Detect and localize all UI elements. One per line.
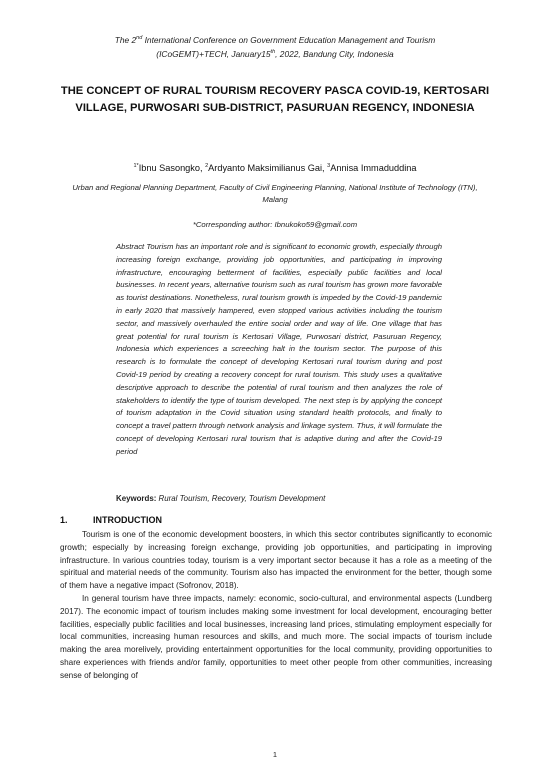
author-name: Annisa Immaduddina bbox=[330, 163, 417, 174]
header-line-2: (ICoGEMT)+TECH, January15th, 2022, Bandung City, Indonesia bbox=[156, 48, 394, 59]
author-list bbox=[40, 163, 510, 173]
paper-title: THE CONCEPT OF RURAL TOURISM RECOVERY PASCA COVID-19, KERTOSARI VILLAGE, PURWOSARI SUB-DISTRICT, PASURUAN REGENCY, INDONESIA bbox=[60, 85, 490, 114]
keywords-label: Keywords: bbox=[116, 494, 157, 503]
paragraph: Tourism is one of the economic development boosters, in which this sector contributes significantly to economic growth; especially by increasing foreign exchange, providing job opportunities, and participating in improving infrastructure. In various countries today, tourism is a very important sector because it has a role as a meeting of the spiritual and material needs of the community. Tourism also has impacted the environment for the better, though some of them have a negative impact (Sofronov, 2018). bbox=[60, 530, 492, 591]
keywords bbox=[116, 494, 446, 503]
corresponding-author: *Corresponding author: Ibnukoko59@gmail.com bbox=[192, 220, 358, 229]
conference-header bbox=[40, 32, 510, 60]
section-heading bbox=[60, 515, 460, 525]
paragraph: In general tourism have three impacts, namely: economic, socio-cultural, and environmental aspects (Lundberg 2017). The economic impact of tourism includes making some investment for local development, encouraging better facilities, especially public facilities and local businesses, increasing land prices, stimulating employment especially for local communities, increasing human resources and skills, and much more. The social impacts of tourism include making the area morelively, providing entertainment opportunities for the local community, providing opportunities to share experiences with friends and/or family, opportunities to meet other people from other communities, increasing sense of belonging of bbox=[60, 593, 492, 680]
author-sup: 3 bbox=[327, 163, 331, 169]
author-sup: 1* bbox=[133, 163, 139, 169]
section-number: 1. bbox=[60, 515, 68, 525]
header-line-1: The 2nd International Conference on Government Education Management and Tourism bbox=[114, 34, 436, 45]
body-text bbox=[60, 529, 492, 683]
affiliation: Urban and Regional Planning Department, Faculty of Civil Engineering Planning, National Institute of Technology (ITN), Malang bbox=[72, 183, 478, 204]
author-name: Ibnu Sasongko, bbox=[138, 163, 206, 174]
keywords-text: Rural Tourism, Recovery, Tourism Development bbox=[156, 494, 326, 503]
abstract: Abstract Tourism has an important role and is significant to economic growth, especially through increasing foreign exchange, providing job opportunities, and participating in improving infrastructure, encouraging betterment of facilities, especially public facilities and local businesses. In recent years, alternative tourism such as rural tourism has grown more favorable as tourist destinations. Nonetheless, rural tourism growth is impeded by the Covid-19 pandemic in early 2020 that massively hampered, even stopped various activities including the tourism sector, and massively overhauled the entire social order and way of life. One village that has great potential for rural tourism is Kertosari Village, Purwosari district, Pasuruan Regency, Indonesia which experiences a screeching halt in the tourism sector. The purpose of this research is to formulate the concept of developing Kertosari rural tourism during and post Covid-19 period by creating a recovery concept for rural tourism. This study uses a qualitative descriptive approach to describe the potential of rural tourism and then analyzes the role of stakeholders to identify the type of tourism developed. The next step is by applying the concept of tourism adaptation in the Covid situation using standard health protocols, and finally to concept a travel pattern through network analysis and linkage system. Thus, it will formulate the concept of developing Kertosari rural tourism that is adaptive during and after the Covid-19 period bbox=[116, 242, 442, 456]
section-title: INTRODUCTION bbox=[93, 515, 162, 525]
author-sup: 2 bbox=[205, 163, 209, 169]
author-name: Ardyanto Maksimilianus Gai, bbox=[208, 163, 328, 174]
page-number: 1 bbox=[272, 750, 278, 759]
